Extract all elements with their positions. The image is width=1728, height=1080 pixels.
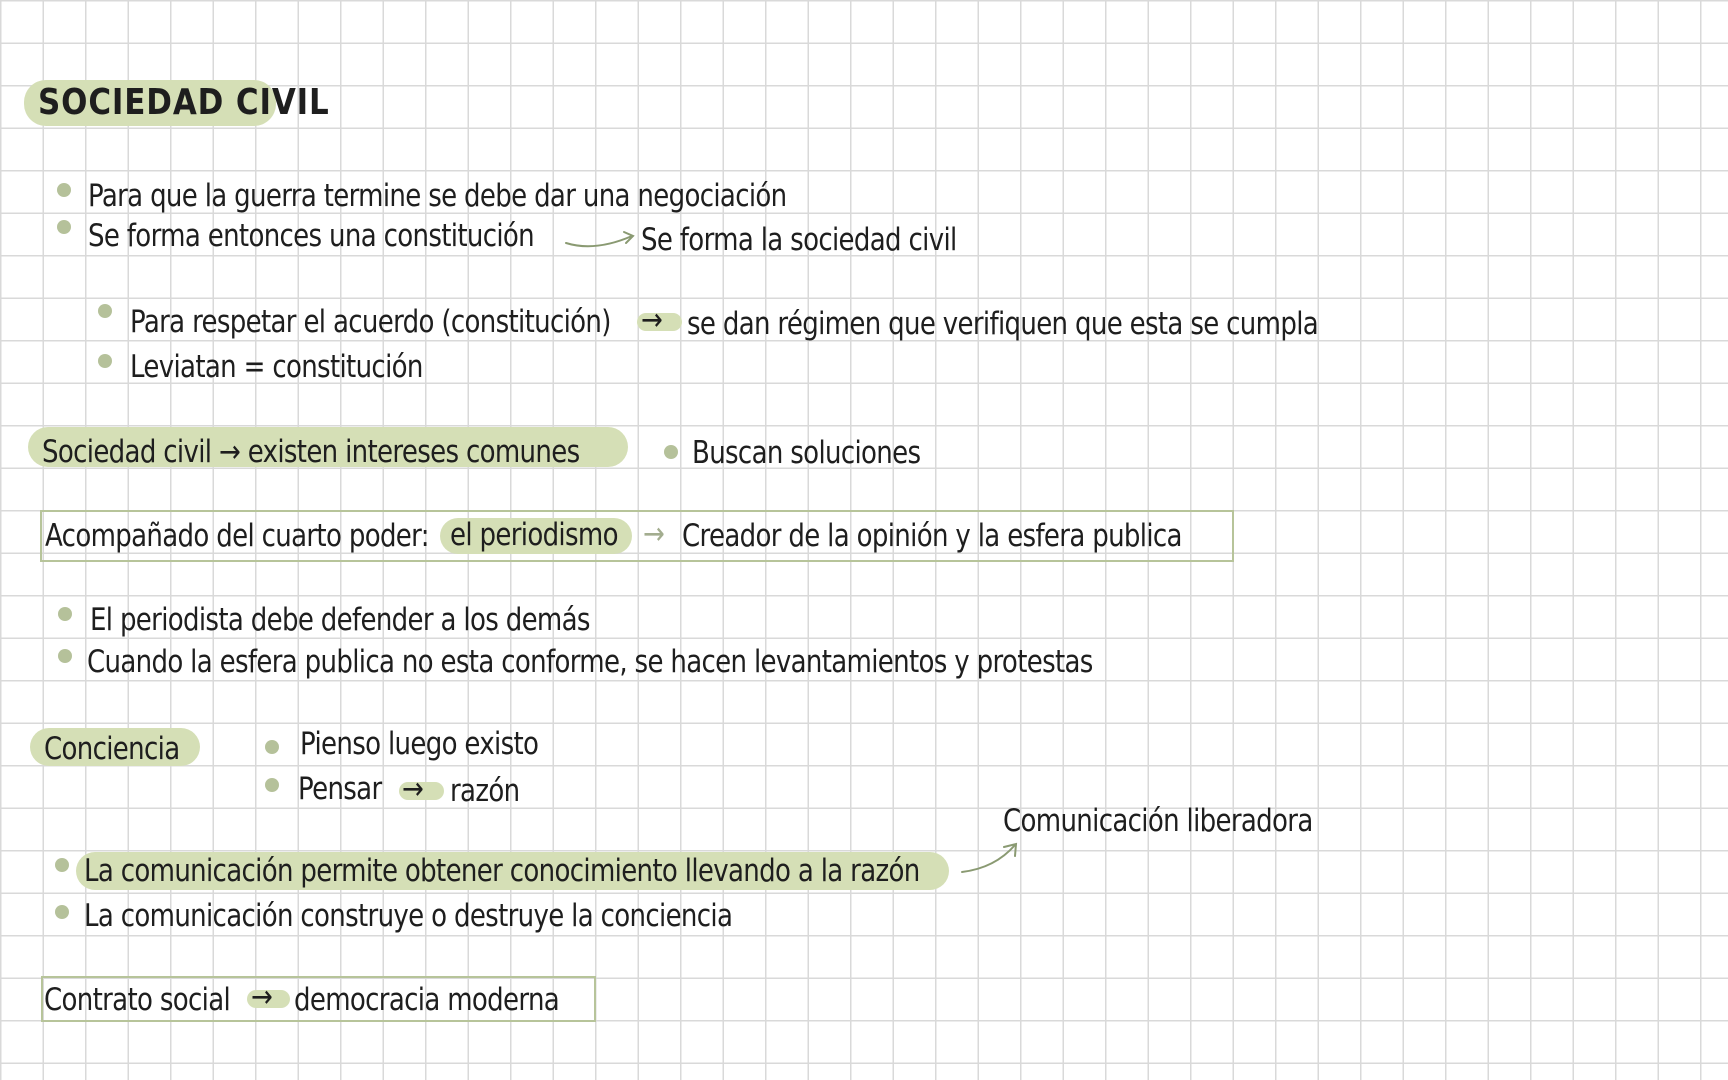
arrow-glyph: → [643,516,665,552]
box-text-b: democracia moderna [294,982,560,1018]
side-note: Comunicación liberadora [1003,803,1313,839]
bullet-text: El periodista debe defender a los demás [90,602,590,638]
box-text-a: Contrato social [44,982,231,1018]
arrow-glyph: → [641,302,663,338]
concept-text: Sociedad civil → existen intereses comunes [42,434,580,470]
conciencia-label: Conciencia [44,731,180,767]
bullet-text: Para respetar el acuerdo (constitución) [130,304,611,340]
bullet-text: Buscan soluciones [692,435,921,471]
page-title: SOCIEDAD CIVIL [38,82,330,123]
curved-arrow-icon [566,232,633,246]
bullet-text: Pensar [298,771,382,807]
periodismo-text: el periodismo [450,517,618,553]
bullet-text: Cuando la esfera publica no esta conforme, se hacen levantamientos y protestas [87,644,1093,680]
bullet-text: La comunicación permite obtener conocimiento llevando a la razón [84,853,920,889]
box-prefix-text: Acompañado del cuarto poder: [45,518,429,554]
result-text: Se forma la sociedad civil [641,222,957,258]
bullet-text: Para que la guerra termine se debe dar una negociación [88,178,787,214]
bullet-text: Se forma entonces una constitución [88,218,534,254]
box-suffix-text: Creador de la opinión y la esfera publica [682,518,1182,554]
arrow-glyph: → [402,771,424,807]
bullet-text: Leviatan = constitución [130,349,423,385]
arrow-glyph: → [251,979,273,1015]
bullet-text: razón [450,773,520,809]
curved-arrow-icon [962,844,1016,872]
bullet-text: se dan régimen que verifiquen que esta se cumpla [687,306,1319,342]
bullet-text: La comunicación construye o destruye la conciencia [84,898,733,934]
bullet-text: Pienso luego existo [300,726,539,762]
